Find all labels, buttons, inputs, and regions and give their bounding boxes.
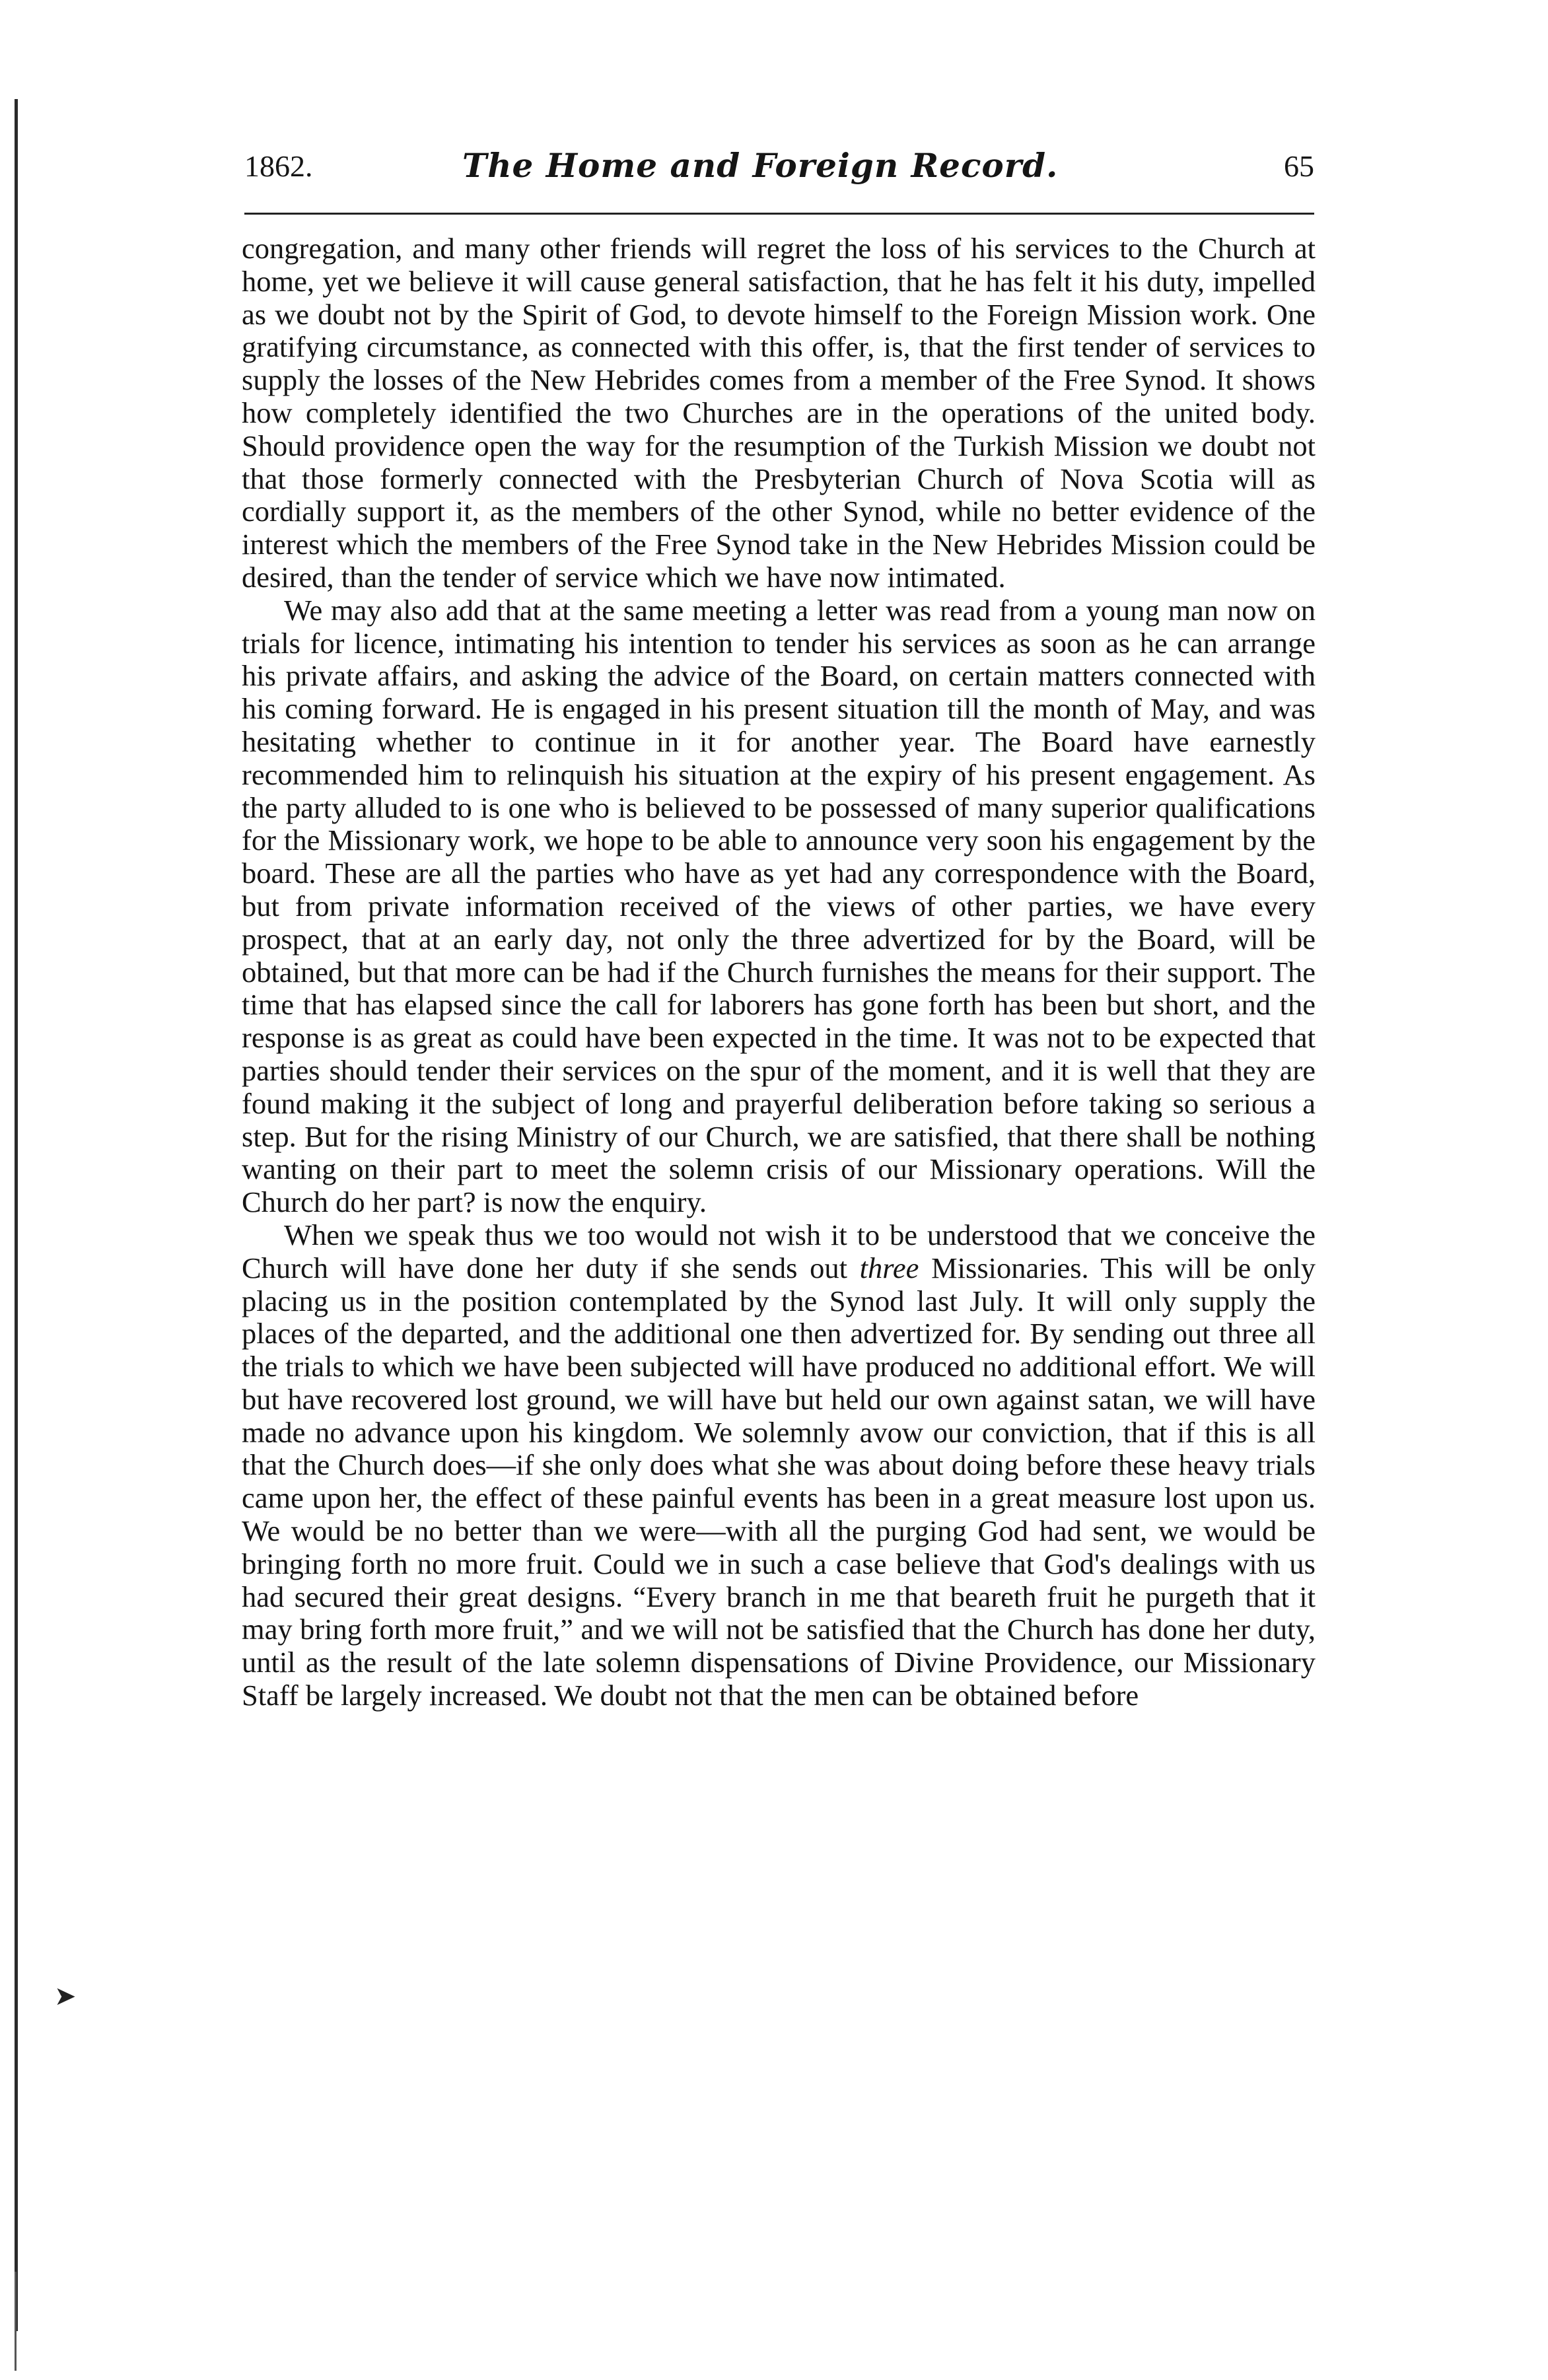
header-year: 1862. (244, 149, 313, 183)
paragraph-1: congregation, and many other friends will regret the loss of his services to the Church at home, yet we believe it will cause general satisfaction, that he has felt it his duty, impelled as we doubt not by the Spirit of God, to devote himself to the Foreign Mission work. One gratifying circumstance, as connected with this offer, is, that the first tender of services to supply the losses of the New Hebrides comes from a member of the Free Synod. It shows how completely identified the two Churches are in the operations of the united body. Should providence open the way for the resumption of the Turkish Mission we doubt not that those formerly connected with the Presbyterian Church of Nova Scotia will as cordially support it, as the members of the other Synod, while no better evidence of the interest which the members of the Free Synod take in the New Hebrides Mission could be desired, than the tender of service which we have now intimated. (242, 232, 1316, 594)
body-text-column (242, 232, 1316, 1712)
binding-edge-rule (15, 99, 18, 2331)
paragraph-3 (242, 1219, 1316, 1712)
paragraph-3-part-a: When we speak thus we too would not wish it to be understood that we conceive the Church will have done her duty if she sends out (242, 1218, 1316, 1284)
page-number: 65 (1284, 149, 1314, 183)
header-title: The Home and Foreign Record. (462, 146, 1059, 185)
paragraph-3-part-b: Missionaries. This will be only placing us in the position contemplated by the Synod last July. It will only supply the places of the departed, and the additional one then advertized for. By sending out three all the trials to which we have been subjected will have produced no additional effort. We will but have recovered lost ground, we will have but held our own against satan, we will have made no advance upon his kingdom. We solemnly avow our conviction, that if this is all that the Church does—if she only does what she was about doing before these heavy trials came upon her, the effect of these painful events has been in a great measure lost upon us. We would be no better than we were—with all the purging God had sent, we would be bringing forth no more fruit. Could we in such a case believe that God's dealings with us had secured their great designs. “Every branch in me that beareth fruit he purgeth that it may bring forth more fruit,” and we will not be satisfied that the Church has done her duty, until as the result of the late solemn dispensations of Divine Providence, our Missionary Staff be largely increased. We doubt not that the men can be obtained before (242, 1251, 1316, 1712)
running-header (244, 146, 1314, 208)
paragraph-3-emphasis: three (859, 1251, 919, 1284)
margin-pointer-mark: ➤ (54, 1981, 77, 2012)
header-rule (244, 213, 1314, 215)
paragraph-2: We may also add that at the same meeting a letter was read from a young man now on trials for licence, intimating his intention to tender his services as soon as he can arrange his private affairs, and asking the advice of the Board, on certain matters connected with his coming forward. He is engaged in his present situation till the month of May, and was hesitating whether to continue in it for another year. The Board have earnestly recommended him to relinquish his situation at the expiry of his present engagement. As the party alluded to is one who is believed to be possessed of many superior qualifications for the Missionary work, we hope to be able to announce very soon his engagement by the board. These are all the parties who have as yet had any correspondence with the Board, but from private information received of the views of other parties, we have every prospect, that at an early day, not only the three advertized for by the Board, will be obtained, but that more can be had if the Church furnishes the means for their support. The time that has elapsed since the call for laborers has gone forth has been but short, and the response is as great as could have been expected in the time. It was not to be expected that parties should tender their services on the spur of the moment, and it is well that they are found making it the subject of long and prayerful deliberation before taking so serious a step. But for the rising Ministry of our Church, we are satisfied, that there shall be nothing wanting on their part to meet the solemn crisis of our Missionary operations. Will the Church do her part? is now the enquiry. (242, 593, 1316, 1219)
binding-edge-rule-lower (15, 2272, 17, 2371)
